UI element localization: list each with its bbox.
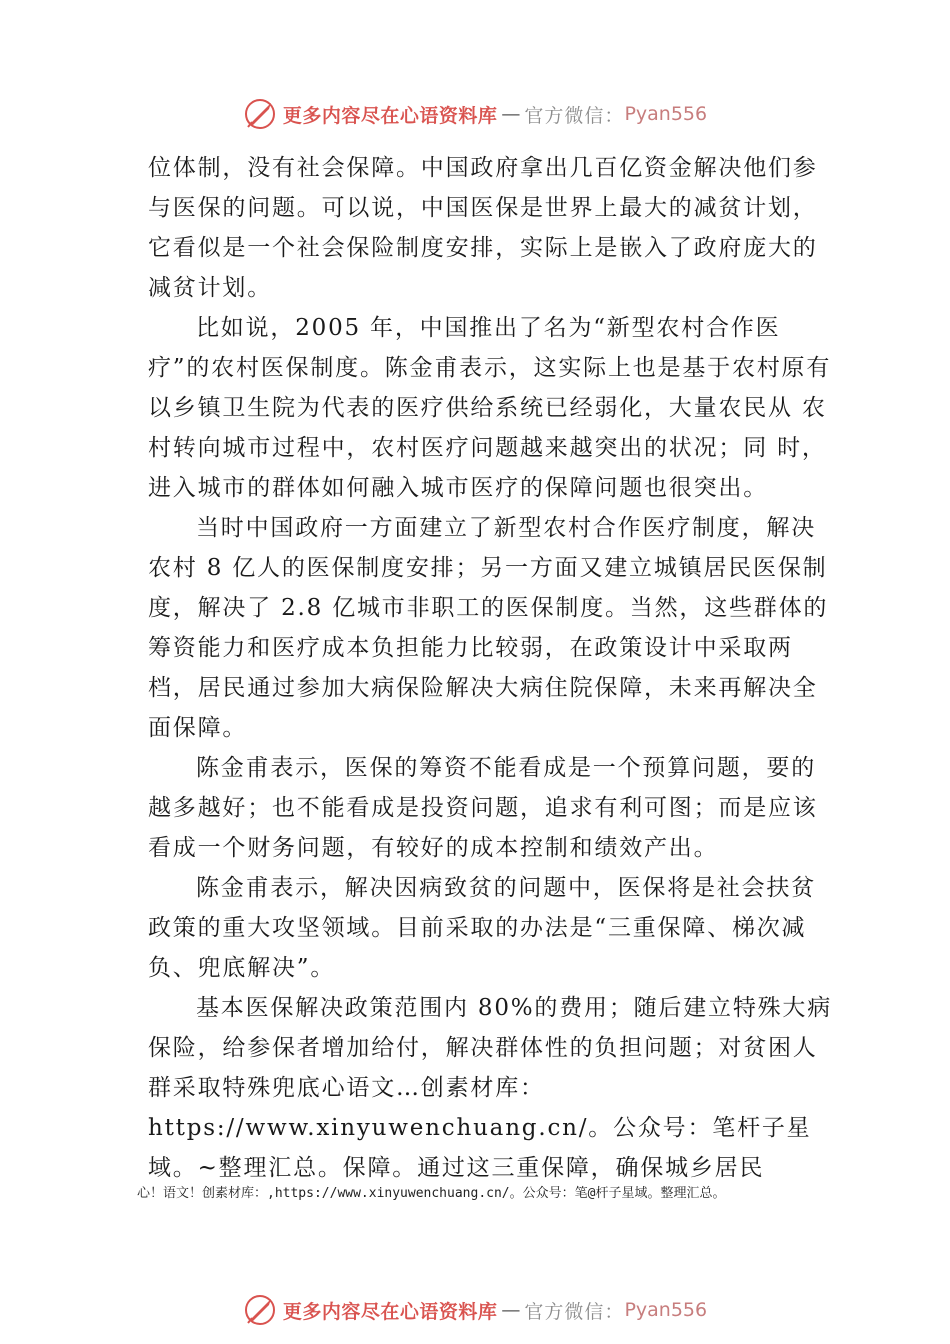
article-body (148, 148, 838, 1188)
banner-wechat-id: Pyan556 (624, 103, 708, 125)
banner-title: 更多内容尽在心语资料库 (282, 1300, 498, 1323)
paragraph: 位体制，没有社会保障。中国政府拿出几百亿资金解决他们参与医保的问题。可以说，中国医保是世界上最大的减贫计划，它看似是一个社会保险制度安排，实际上是嵌入了政府庞大的减贫计划。 (148, 155, 818, 301)
header-banner (0, 92, 950, 136)
banner-dash: — (501, 103, 521, 125)
banner-dash: — (501, 1299, 521, 1321)
paragraph: 基本医保解决政策范围内 80%的费用；随后建立特殊大病保险，给参保者增加给付，解决群体性的负担问题；对贫困人群采取特殊兜底心语文…创素材库：https://www.xinyuwenchuang.cn/。公众号：笔杆子星域。~整理汇总。保障。通过这三重保障，确保城乡居民 (148, 995, 833, 1181)
banner-title: 更多内容尽在心语资料库 (282, 104, 498, 127)
banner-wechat-id: Pyan556 (624, 1299, 708, 1321)
pen-logo-icon (243, 1293, 277, 1327)
pen-logo-icon (243, 97, 277, 131)
banner-wechat-label: 官方微信： (524, 1300, 625, 1323)
paragraph: 比如说，2005 年，中国推出了名为“新型农村合作医疗”的农村医保制度。陈金甫表示，这实际上也是基于农村原有 以乡镇卫生院为代表的医疗供给系统已经弱化，大量农民从 农村转向城市过程中，农村医疗问题越来越突出的状况；同 时，进入城市的群体如何融入城市医疗的保障问题也很突出。 (148, 315, 832, 501)
banner-wechat-label: 官方微信： (524, 104, 625, 127)
paragraph: 陈金甫表示，解决因病致贫的问题中，医保将是社会扶贫政策的重大攻坚领域。目前采取的办法是“三重保障、梯次减负、兜底解决”。 (148, 875, 816, 981)
footnote: 心！语文！创素材库：,https://www.xinyuwenchuang.cn/。公众号：笔@杆子星域。整理汇总。 (137, 1186, 726, 1201)
paragraph: 当时中国政府一方面建立了新型农村合作医疗制度，解决农村 8 亿人的医保制度安排；另一方面又建立城镇居民医保制度，解决了 2.8 亿城市非职工的医保制度。当然，这些群体的筹资能力和医疗成本负担能力比较弱，在政策设计中采取两档，居民通过参加大病保险解决大病住院保障，未来再解决全面保障。 (148, 515, 829, 741)
footer-banner (0, 1288, 950, 1332)
paragraph: 陈金甫表示，医保的筹资不能看成是一个预算问题，要的越多越好；也不能看成是投资问题，追求有利可图；而是应该看成一个财务问题，有较好的成本控制和绩效产出。 (148, 755, 818, 861)
